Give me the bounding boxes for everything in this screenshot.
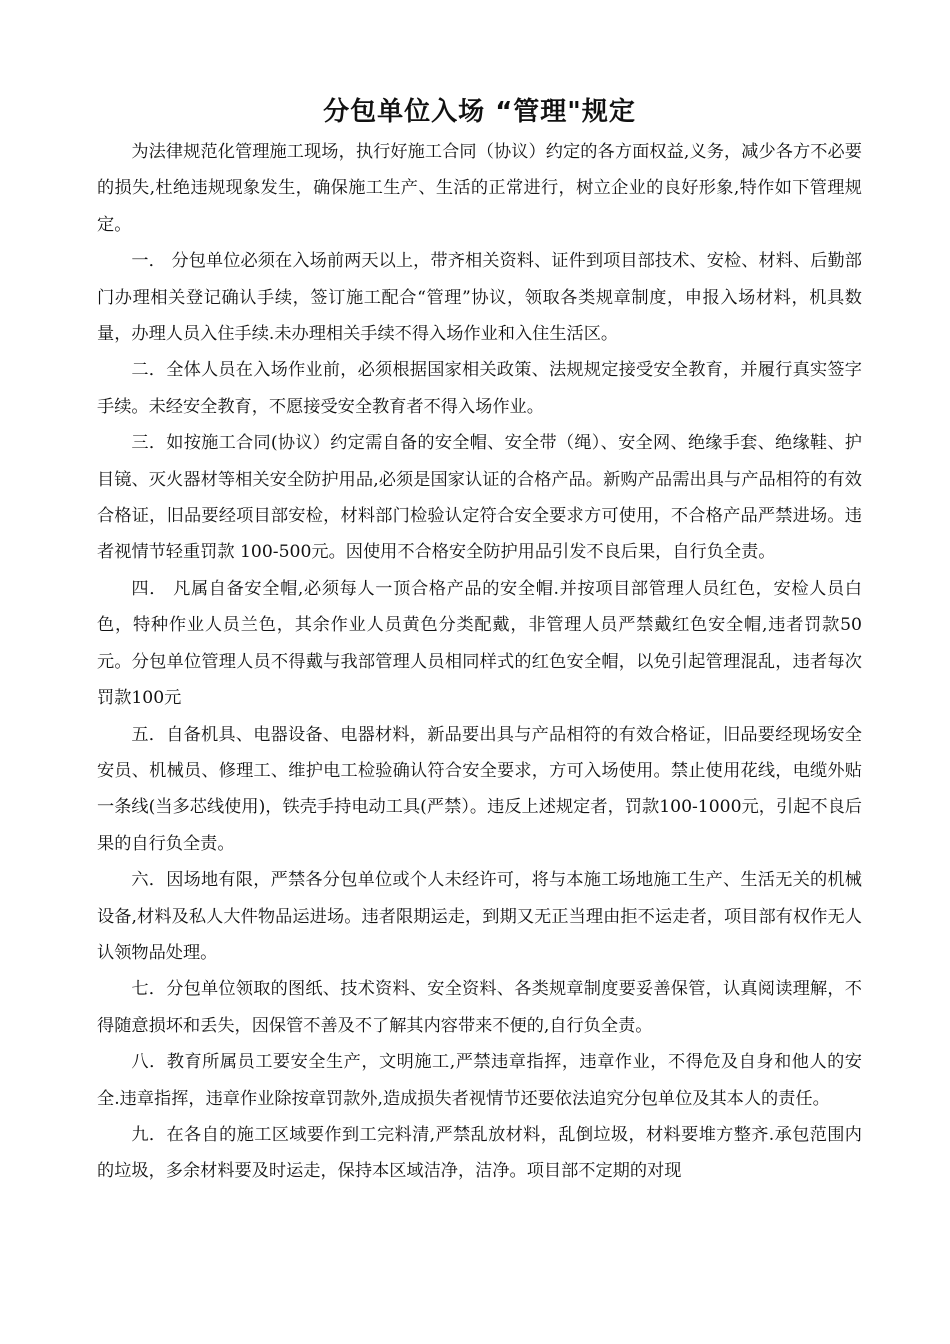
paragraph-intro: 为法律规范化管理施工现场，执行好施工合同（协议）约定的各方面权益,义务，减少各方不必要的损失,杜绝违规现象发生，确保施工生产、生活的正常进行，树立企业的良好形象,特作如下管理规定。 xyxy=(97,142,862,235)
paragraph-rule-6: 六．因场地有限，严禁各分包单位或个人未经许可，将与本施工场地施工生产、生活无关的机械设备,材料及私人大件物品运进场。违者限期运走，到期又无正当理由拒不运走者，项目部有权作无人认领物品处理。 xyxy=(97,870,862,963)
paragraph-rule-7: 七．分包单位领取的图纸、技术资料、安全资料、各类规章制度要妥善保管，认真阅读理解，不得随意损坏和丢失，因保管不善及不了解其内容带来不便的,自行负全责。 xyxy=(97,979,862,1036)
paragraph-rule-8: 八．教育所属员工要安全生产，文明施工,严禁违章指挥，违章作业，不得危及自身和他人的安全.违章指挥，违章作业除按章罚款外,造成损失者视情节还要依法追究分包单位及其本人的责任。 xyxy=(97,1052,862,1109)
document-title: 分包单位入场 “管理"规定 xyxy=(323,97,636,127)
paragraph-rule-9: 九．在各自的施工区域要作到工完料清,严禁乱放材料，乱倒垃圾，材料要堆方整齐.承包范围内的垃圾，多余材料要及时运走，保持本区域洁净，洁净。项目部不定期的对现 xyxy=(97,1124,862,1182)
paragraph-rule-5: 五．自备机具、电器设备、电器材料，新品要出具与产品相符的有效合格证，旧品要经现场安全安员、机械员、修理工、维护电工检验确认符合安全要求，方可入场使用。禁止使用花线，电缆外贴一条线(当多芯线使用)，铁壳手持电动工具(严禁）。违反上述规定者，罚款100-1000元，引起不良后果的自行负全责。 xyxy=(97,724,862,854)
document-page xyxy=(97,92,862,1190)
paragraph-rule-2: 二．全体人员在入场作业前，必须根据国家相关政策、法规规定接受安全教育，并履行真实签字手续。未经安全教育，不愿接受安全教育者不得入场作业。 xyxy=(97,360,862,417)
paragraph-rule-1: 一． 分包单位必须在入场前两天以上，带齐相关资料、证件到项目部技术、安检、材料、后勤部门办理相关登记确认手续，签订施工配合“管理”协议，领取各类规章制度，申报入场材料，机具数量，办理人员入住手续.未办理相关手续不得入场作业和入住生活区。 xyxy=(97,251,862,345)
paragraph-rule-4: 四． 凡属自备安全帽,必须每人一顶合格产品的安全帽.并按项目部管理人员红色，安检人员白色，特种作业人员兰色，其余作业人员黄色分类配戴，非管理人员严禁戴红色安全帽,违者罚款50元。分包单位管理人员不得戴与我部管理人员相同样式的红色安全帽，以免引起管理混乱，违者每次罚款100元 xyxy=(97,578,862,709)
paragraph-rule-3: 三．如按施工合同(协议）约定需自备的安全帽、安全带（绳）、安全网、绝缘手套、绝缘鞋、护目镜、灭火器材等相关安全防护用品,必须是国家认证的合格产品。新购产品需出具与产品相符的有效合格证，旧品要经项目部安检，材料部门检验认定符合安全要求方可使用，不合格产品严禁进场。违者视情节轻重罚款 100-500元。因使用不合格安全防护用品引发不良后果，自行负全责。 xyxy=(97,433,862,563)
